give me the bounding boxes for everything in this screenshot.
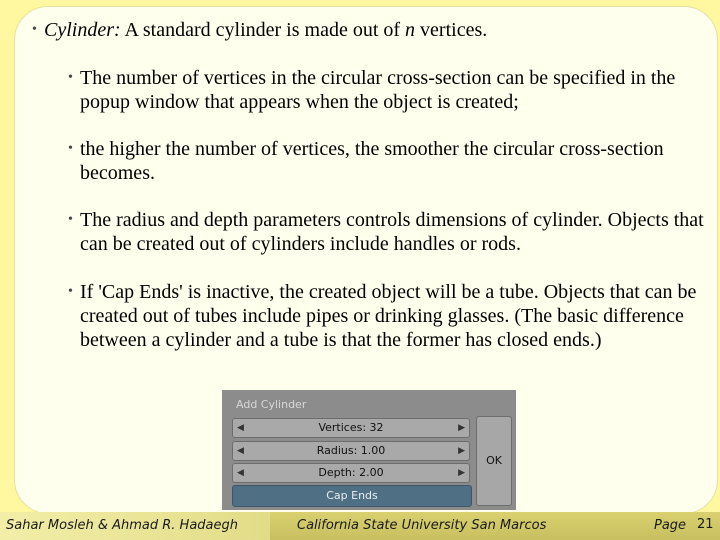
increment-icon[interactable]: ▶ [458, 446, 465, 456]
term-cylinder: Cylinder: [44, 19, 121, 41]
increment-icon[interactable]: ▶ [458, 468, 465, 478]
bullet-icon: • [32, 22, 37, 37]
bullet-icon: • [68, 141, 73, 156]
bullet-icon: • [68, 212, 73, 227]
ok-button[interactable]: OK [476, 416, 512, 506]
sub-bullet-1: • The number of vertices in the circular cross-section can be specified in the popup window that appears when the object is created; [68, 67, 676, 113]
sub-bullet-2: • the higher the number of vertices, the smoother the circular cross-section becomes. [68, 138, 664, 184]
decrement-icon[interactable]: ◀ [237, 468, 244, 478]
cap-ends-toggle[interactable]: Cap Ends [232, 485, 472, 507]
top-bullet: • Cylinder: A standard cylinder is made out of n vertices. [32, 19, 488, 41]
bullet-icon: • [68, 70, 73, 85]
depth-field[interactable]: ◀ Depth: 2.00 ▶ [232, 463, 470, 483]
add-cylinder-dialog [222, 390, 516, 510]
dialog-title: Add Cylinder [236, 398, 307, 411]
var-n: n [405, 19, 416, 41]
footer-page-label: Page [654, 518, 687, 533]
increment-icon[interactable]: ▶ [458, 423, 465, 433]
sub-bullet-3: • The radius and depth parameters controls dimensions of cylinder. Objects that can be created out of cylinders include handles or rods. [68, 209, 704, 255]
vertices-field[interactable]: ◀ Vertices: 32 ▶ [232, 418, 470, 438]
radius-field[interactable]: ◀ Radius: 1.00 ▶ [232, 441, 470, 461]
sub-bullet-4: • If 'Cap Ends' is inactive, the created object will be a tube. Objects that can be created out of tubes include pipes or drinking glasses. (The basic difference between a cylinder and a tube is that the former has closed ends.) [68, 281, 697, 351]
page-number: 21 [697, 517, 714, 532]
footer-authors: Sahar Mosleh & Ahmad R. Hadaegh [6, 518, 238, 533]
bullet-icon: • [68, 284, 73, 299]
decrement-icon[interactable]: ◀ [237, 423, 244, 433]
decrement-icon[interactable]: ◀ [237, 446, 244, 456]
footer-university: California State University San Marcos [297, 518, 547, 533]
